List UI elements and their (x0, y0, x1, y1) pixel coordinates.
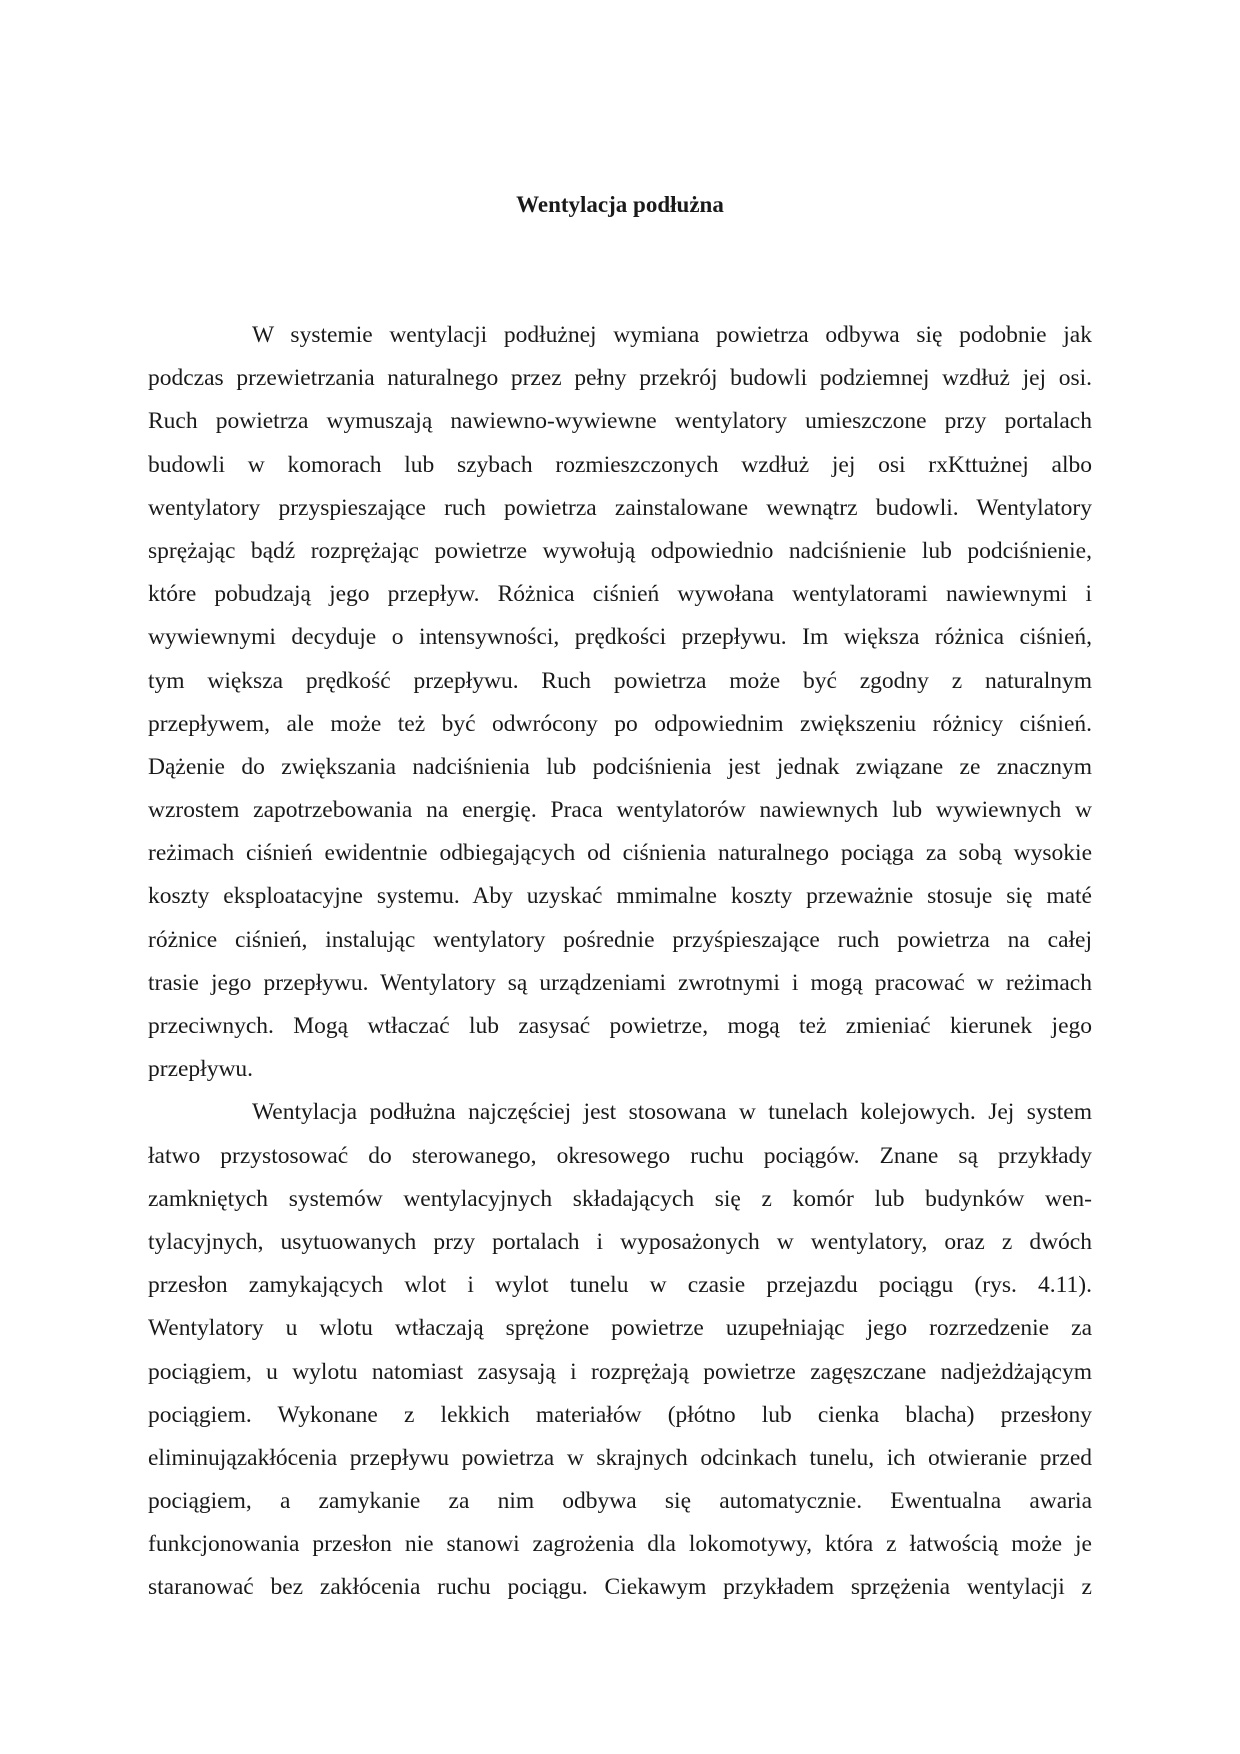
text-line: wzrostem zapotrzebowania na energię. Praca wentylatorów nawiewnych lub wywiewnych w (148, 797, 1092, 824)
text-line: koszty eksploatacyjne systemu. Aby uzyskać mmimalne koszty przeważnie stosuje się maté (148, 883, 1092, 910)
paragraph (148, 314, 1092, 1091)
text-line: funkcjonowania przesłon nie stanowi zagrożenia dla lokomotywy, która z łatwością może je (148, 1531, 1092, 1558)
document-title: Wentylacja podłużna (516, 192, 724, 217)
text-line: W systemie wentylacji podłużnej wymiana powietrza odbywa się podobnie jak (252, 322, 1092, 348)
text-line: zamkniętych systemów wentylacyjnych składających się z komór lub budynków wen- (148, 1185, 1092, 1212)
text-line: przeciwnych. Mogą wtłaczać lub zasysać powietrze, mogą też zmieniać kierunek jego (148, 1013, 1092, 1039)
text-line: przepływem, ale może też być odwrócony po odpowiednim zwiększeniu różnicy ciśnień. (148, 710, 1092, 737)
text-line: sprężając bądź rozprężając powietrze wywołują odpowiednio nadciśnienie lub podciśnienie, (148, 537, 1092, 564)
text-line: przepływu. (148, 1056, 254, 1083)
text-line: tym większa prędkość przepływu. Ruch powietrza może być zgodny z naturalnym (148, 667, 1092, 694)
text-line: eliminujązakłócenia przepływu powietrza w skrajnych odcinkach tunelu, ich otwieranie przed (148, 1444, 1092, 1471)
text-line: różnice ciśnień, instalując wentylatory pośrednie przyśpieszające ruch powietrza na całej (148, 926, 1092, 953)
text-line: łatwo przystosować do sterowanego, okresowego ruchu pociągów. Znane są przykłady (148, 1142, 1092, 1169)
text-line: staranować bez zakłócenia ruchu pociągu. Ciekawym przykładem sprzężenia wentylacji z (148, 1574, 1092, 1601)
text-line: reżimach ciśnień ewidentnie odbiegających od ciśnienia naturalnego pociąga za sobą wysokie (148, 840, 1092, 867)
paragraph (148, 1091, 1092, 1609)
text-line: pociągiem, u wylotu natomiast zasysają i rozprężają powietrze zagęszczane nadjeżdżającym (148, 1358, 1092, 1385)
text-line: wywiewnymi decyduje o intensywności, prędkości przepływu. Im większa różnica ciśnień, (148, 624, 1092, 651)
text-line: wentylatory przyspieszające ruch powietrza zainstalowane wewnątrz budowli. Wentylatory (148, 494, 1092, 521)
text-line: tylacyjnych, usytuowanych przy portalach i wyposażonych w wentylatory, oraz z dwóch (148, 1228, 1092, 1255)
text-line: podczas przewietrzania naturalnego przez pełny przekrój budowli podziemnej wzdłuż jej osi. (148, 365, 1092, 392)
text-line: Dążenie do zwiększania nadciśnienia lub podciśnienia jest jednak związane ze znacznym (148, 753, 1092, 780)
text-line: przesłon zamykających wlot i wylot tunelu w czasie przejazdu pociągu (rys. 4.11). (148, 1272, 1092, 1299)
text-line: Wentylatory u wlotu wtłaczają sprężone powietrze uzupełniając jego rozrzedzenie za (148, 1315, 1092, 1342)
text-line: Ruch powietrza wymuszają nawiewno-wywiewne wentylatory umieszczone przy portalach (148, 408, 1092, 435)
text-line: budowli w komorach lub szybach rozmieszczonych wzdłuż jej osi rxKttużnej albo (148, 451, 1092, 478)
text-line: Wentylacja podłużna najczęściej jest stosowana w tunelach kolejowych. Jej system (252, 1099, 1092, 1126)
text-line: trasie jego przepływu. Wentylatory są urządzeniami zwrotnymi i mogą pracować w reżimach (148, 969, 1092, 996)
text-line: pociągiem. Wykonane z lekkich materiałów (płótno lub cienka blacha) przesłony (148, 1401, 1092, 1428)
document-body (148, 314, 1092, 1610)
text-line: pociągiem, a zamykanie za nim odbywa się automatycznie. Ewentualna awaria (148, 1488, 1092, 1515)
text-line: które pobudzają jego przepływ. Różnica ciśnień wywołana wentylatorami nawiewnymi i (148, 581, 1092, 608)
